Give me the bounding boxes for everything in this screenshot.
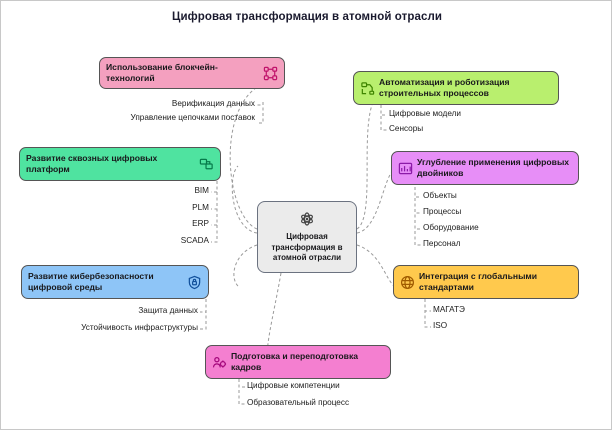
leaf-cybersecurity-1: Устойчивость инфраструктуры <box>81 323 198 332</box>
branch-node-training[interactable] <box>205 345 391 379</box>
leaf-training-1: Образовательный процесс <box>247 398 350 407</box>
central-node-label: Цифровая трансформация в атомной отрасли <box>271 232 343 262</box>
branch-node-automation[interactable] <box>353 71 559 105</box>
branch-label-twins: Углубление применения цифровых двойников <box>417 157 570 178</box>
leaf-twins-0: Объекты <box>423 191 457 200</box>
leaf-standards-1: ISO <box>433 321 448 330</box>
leaf-platforms-0: BIM <box>194 186 209 195</box>
branch-label-platforms: Развитие сквозных цифровых платформ <box>26 153 158 174</box>
leaf-twins-3: Персонал <box>423 239 461 248</box>
branch-label-training: Подготовка и переподготовка кадров <box>231 351 359 372</box>
branch-node-platforms[interactable] <box>19 147 221 181</box>
chart-twin-icon <box>398 161 413 176</box>
atom-icon <box>299 211 315 230</box>
robot-arm-icon <box>360 81 375 96</box>
branch-label-standards: Интеграция с глобальными стандартами <box>419 271 538 292</box>
branch-node-twins[interactable] <box>391 151 579 185</box>
globe-icon <box>400 275 415 290</box>
shield-lock-icon <box>187 275 202 290</box>
branch-label-blockchain: Использование блокчейн-технологий <box>106 62 218 83</box>
leaf-standards-0: МАГАТЭ <box>433 305 465 314</box>
leaf-blockchain-1: Управление цепочками поставок <box>130 113 255 122</box>
people-gear-icon <box>212 355 227 370</box>
leaf-automation-1: Сенсоры <box>389 124 424 133</box>
leaf-automation-0: Цифровые модели <box>389 109 461 118</box>
leaf-blockchain-0: Верификация данных <box>171 99 255 108</box>
leaf-platforms-2: ERP <box>192 219 209 228</box>
platform-layers-icon <box>199 157 214 172</box>
leaf-platforms-3: SCADA <box>180 236 209 245</box>
leaf-cybersecurity-0: Защита данных <box>138 306 198 315</box>
leaf-twins-2: Оборудование <box>423 223 479 232</box>
page-title: Цифровая трансформация в атомной отрасли <box>171 11 443 23</box>
branch-node-blockchain[interactable] <box>99 57 285 89</box>
leaf-twins-1: Процессы <box>423 207 462 216</box>
leaf-training-0: Цифровые компетенции <box>247 381 340 390</box>
leaf-platforms-1: PLM <box>192 203 209 212</box>
branch-label-automation: Автоматизация и роботизация строительных процессов <box>379 77 510 98</box>
branch-label-cybersecurity: Развитие кибербезопасности цифровой среды <box>28 271 154 292</box>
branch-node-cybersecurity[interactable] <box>21 265 209 299</box>
central-node[interactable] <box>257 201 357 273</box>
blockchain-nodes-icon <box>263 66 278 81</box>
branch-node-standards[interactable] <box>393 265 579 299</box>
